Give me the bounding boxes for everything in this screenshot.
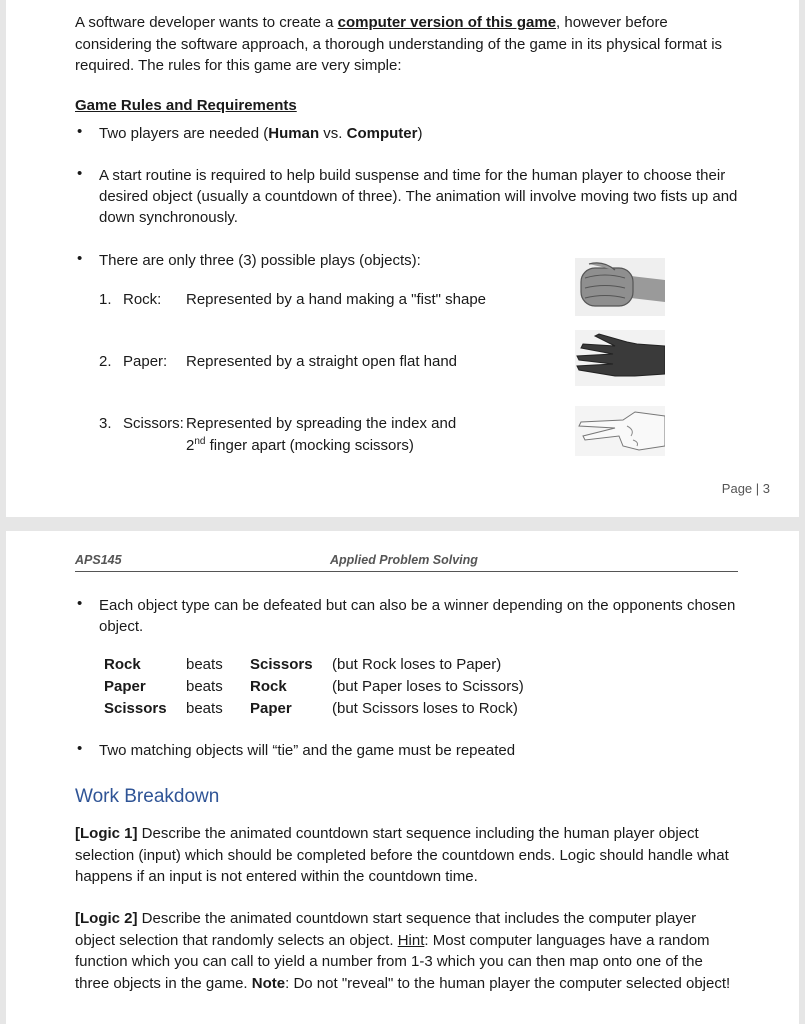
intro-paragraph xyxy=(75,12,725,77)
bullet-tie: Two matching objects will “tie” and the game must be repeated xyxy=(99,742,516,759)
header-course-code: APS145 xyxy=(75,553,122,567)
bullet-players-human: Human xyxy=(268,125,320,142)
bullet-players xyxy=(99,123,739,144)
play-name: Scissors: xyxy=(123,415,184,432)
play-desc-sup: nd xyxy=(194,436,206,447)
logic-2-paragraph xyxy=(75,908,735,994)
bullet-players-post: ) xyxy=(417,125,423,142)
intro-text-start: A software developer wants to create a xyxy=(75,14,338,31)
play-desc-line2: finger apart (mocking scissors) xyxy=(205,437,414,454)
bullet-dot: • xyxy=(77,123,83,140)
beats-winner: Rock xyxy=(104,655,141,673)
bullet-players-computer: Computer xyxy=(346,125,418,142)
rock-fist-icon xyxy=(575,258,665,316)
logic-2-text-cont: : Most computer languages have a random function which you can call to yield a number from 1-3 which you can then map onto one of the three objects in the game. xyxy=(75,931,710,992)
logic-1-label: [Logic 1] xyxy=(75,825,138,842)
bullet-dot: • xyxy=(77,595,83,612)
page-footer: Page | 3 xyxy=(721,481,770,496)
logic-2-label: [Logic 2] xyxy=(75,910,138,927)
bullet-dot: • xyxy=(77,165,83,182)
logic-2-text: Describe the animated countdown start sequence that includes the computer player object selection that randomly selects an object. xyxy=(75,910,697,949)
logic-2-hint: Hint xyxy=(397,931,425,949)
beats-verb: beats xyxy=(186,699,223,717)
intro-link[interactable]: computer version of this game xyxy=(337,14,557,31)
work-breakdown-heading: Work Breakdown xyxy=(75,786,220,807)
paper-hand-icon xyxy=(575,330,665,386)
logic-1-text: Describe the animated countdown start sequence including the human player object selection (input) which should be completed before the countdown ends. Logic should handle what happens if an input is not entered within the countdown time. xyxy=(75,825,729,885)
beats-verb: beats xyxy=(186,677,223,695)
bullet-dot: • xyxy=(77,250,83,267)
beats-loser: Rock xyxy=(250,677,287,695)
bullet-defeat: Each object type can be defeated but can also be a winner depending on the opponents chosen object. xyxy=(99,597,736,635)
beats-note: (but Rock loses to Paper) xyxy=(332,655,502,673)
bullet-plays: There are only three (3) possible plays (objects): xyxy=(99,252,421,269)
play-desc: Represented by spreading the index and xyxy=(186,415,457,432)
play-number: 1. xyxy=(99,291,112,308)
beats-loser: Paper xyxy=(250,699,292,717)
logic-1-paragraph xyxy=(75,823,735,888)
play-name: Paper: xyxy=(123,353,168,370)
intro-text-end: , however before considering the software approach, a thorough understanding of the game in its physical format is required. The rules for this game are very simple: xyxy=(75,14,723,74)
play-desc: Represented by a straight open flat hand xyxy=(186,353,458,370)
logic-2-note: Note xyxy=(251,974,286,992)
beats-note: (but Paper loses to Scissors) xyxy=(332,677,524,695)
document-page-2 xyxy=(6,531,799,1024)
beats-table xyxy=(98,653,530,719)
beats-verb: beats xyxy=(186,655,223,673)
table-row xyxy=(98,697,530,719)
play-name: Rock: xyxy=(123,291,162,308)
play-desc-ordinal: 2 xyxy=(186,437,195,454)
bullet-dot: • xyxy=(77,740,83,757)
beats-loser: Scissors xyxy=(250,655,313,673)
table-row xyxy=(98,675,530,697)
beats-winner: Scissors xyxy=(104,699,167,717)
document-page-1 xyxy=(6,0,799,517)
play-desc: Represented by a hand making a "fist" shape xyxy=(186,291,486,308)
bullet-players-vs: vs. xyxy=(319,125,347,142)
play-desc-cont xyxy=(186,436,414,454)
beats-note: (but Scissors loses to Rock) xyxy=(332,699,518,717)
rules-heading: Game Rules and Requirements xyxy=(75,97,297,114)
beats-winner: Paper xyxy=(104,677,146,695)
play-number: 3. xyxy=(99,415,112,432)
play-number: 2. xyxy=(99,353,112,370)
header-course-title: Applied Problem Solving xyxy=(330,553,478,567)
header-divider xyxy=(75,571,738,572)
logic-2-text-end: : Do not "reveal" to the human player the computer selected object! xyxy=(285,974,731,992)
bullet-players-pre: Two players are needed ( xyxy=(99,125,269,142)
scissors-hand-icon xyxy=(575,406,665,456)
table-row xyxy=(98,653,530,675)
bullet-start-routine: A start routine is required to help build suspense and time for the human player to choose their desired object (usually a countdown of three). The animation will involve moving two fists up and down synchronously. xyxy=(99,167,738,226)
